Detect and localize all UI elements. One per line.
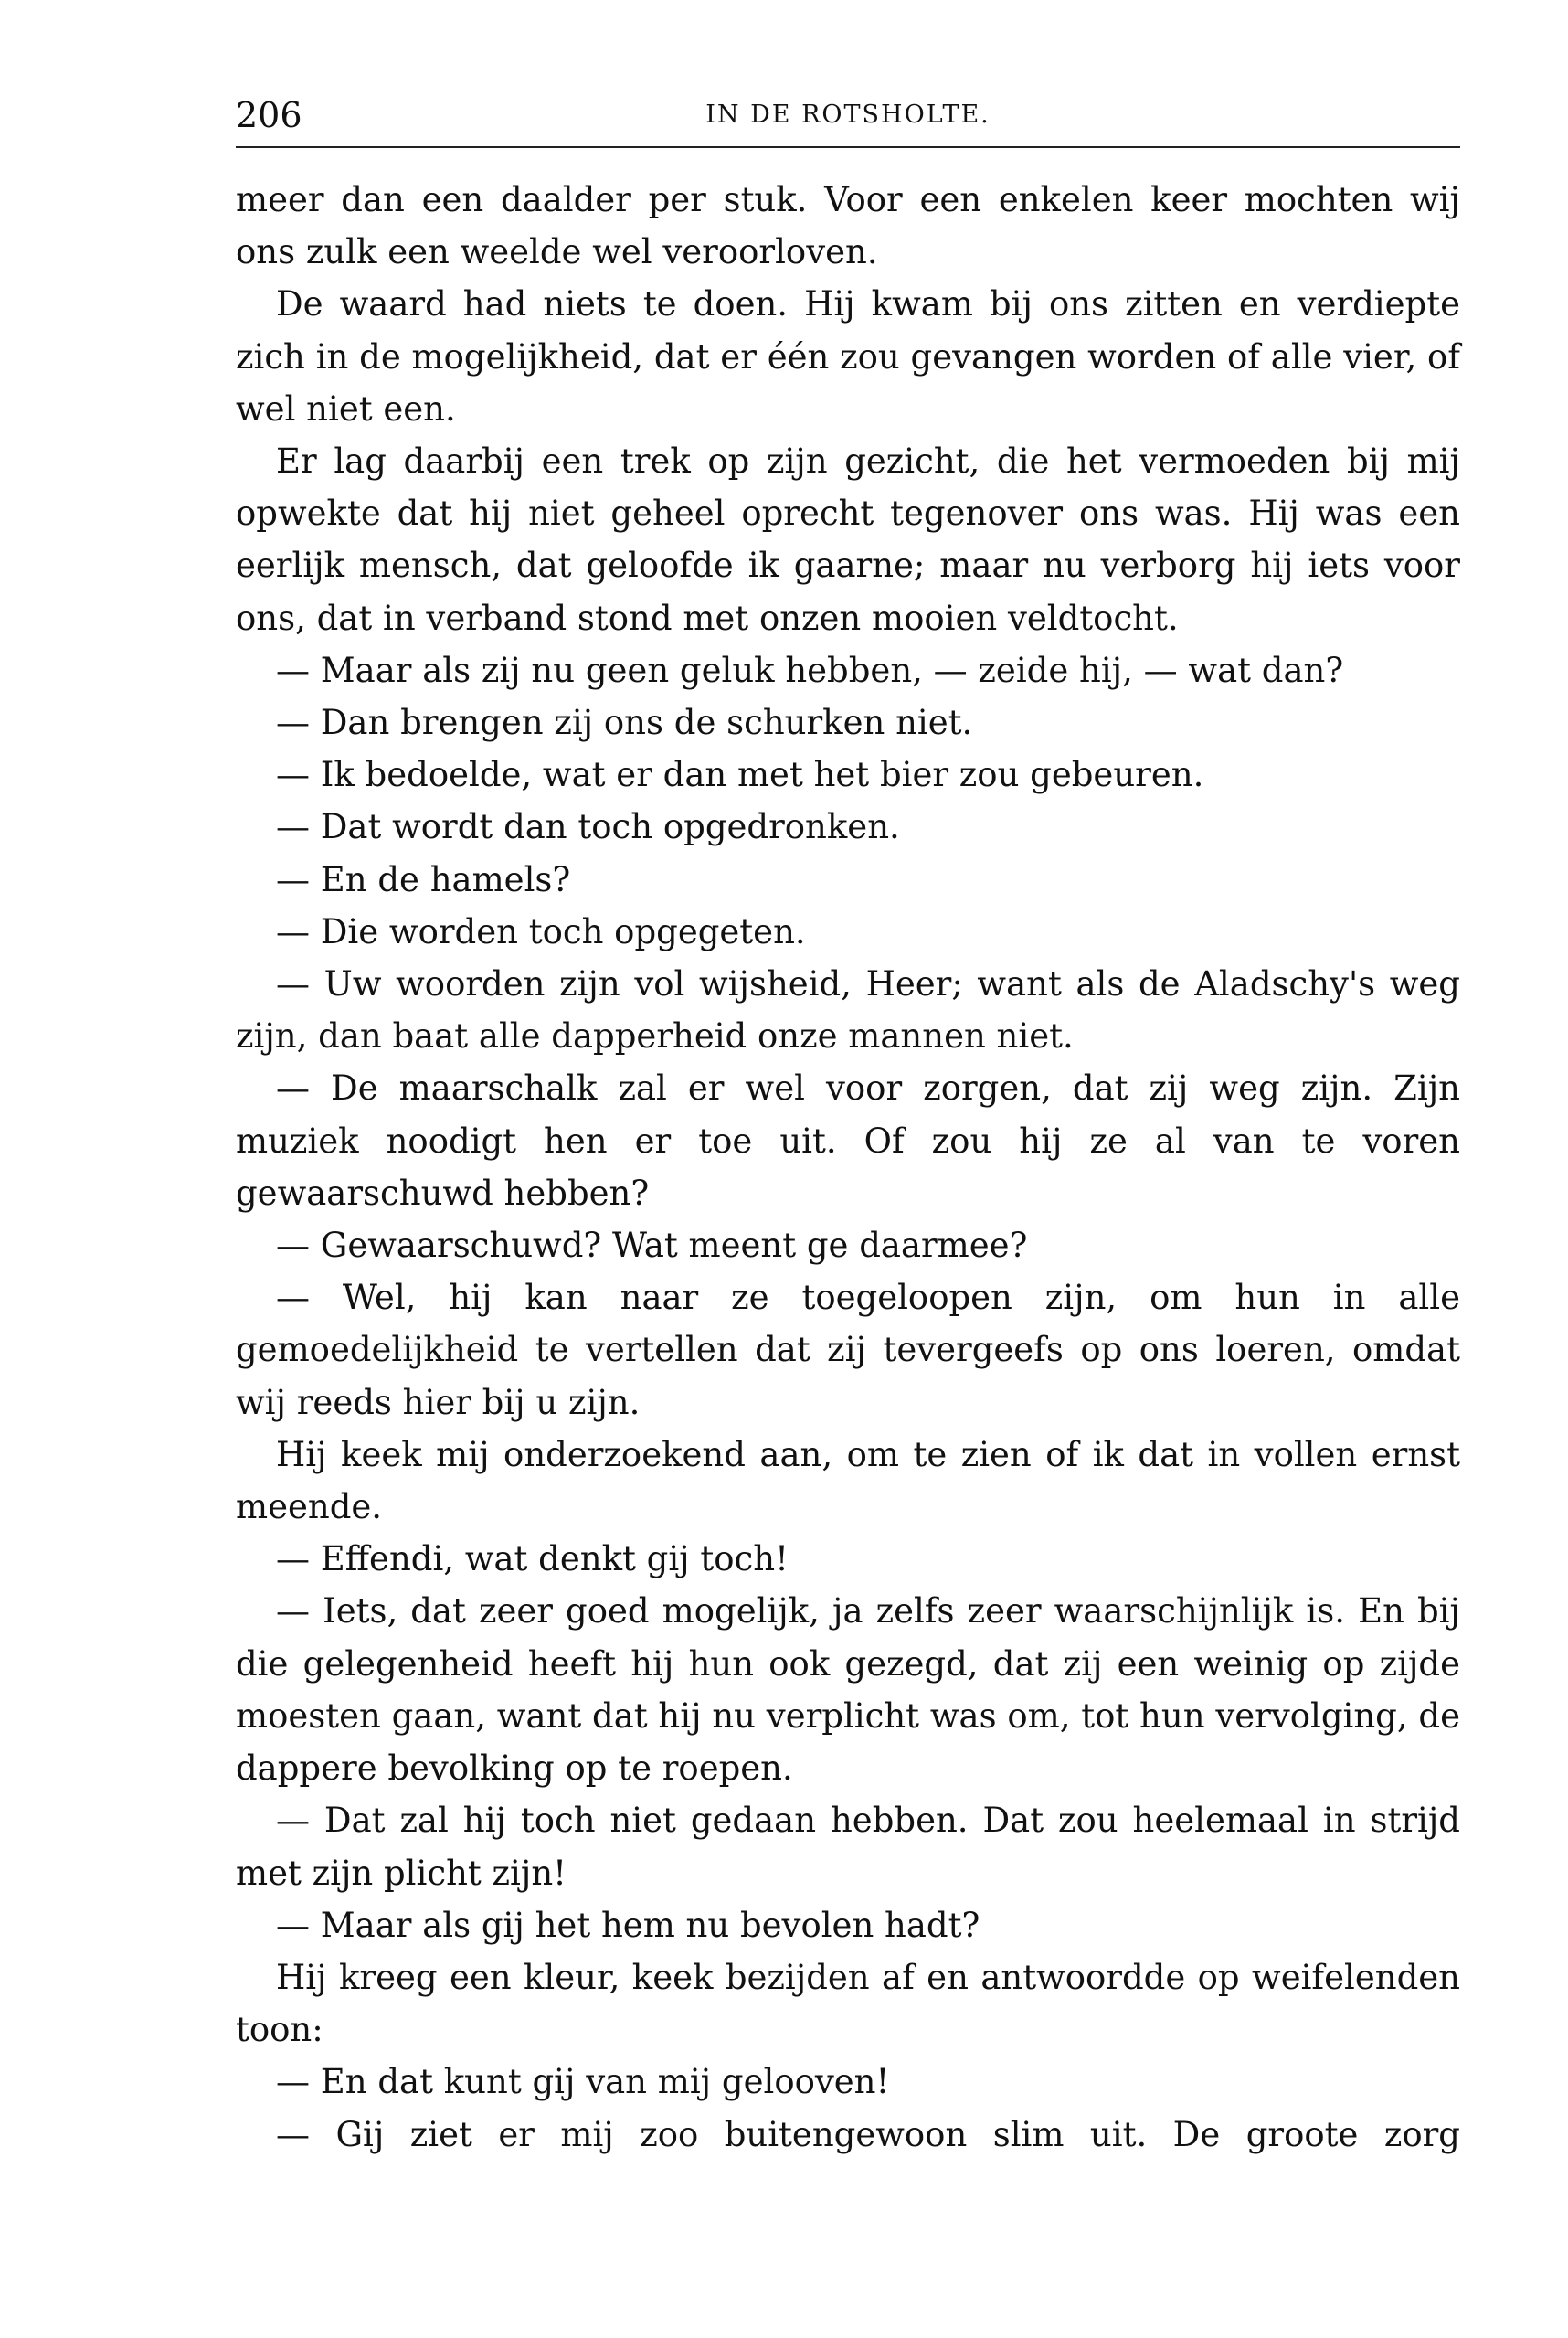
dialogue-line-10: — Wel, hij kan naar ze toegeloopen zijn, om hun in alle gemoedelijkheid te vertellen dat zij tevergeefs op ons loeren, omdat wij reeds hier bij u zijn. [236,1278,1460,1422]
dialogue-line-9: — Gewaarschuwd? Wat meent ge daarmee? [276,1226,1028,1266]
paragraph-4: Hij keek mij onderzoekend aan, om te zien of ik dat in vollen ernst meende. [236,1434,1460,1527]
running-title: IN DE ROTSHOLTE. [705,101,991,129]
dialogue-line-14: — Maar als gij het hem nu bevolen hadt? [276,1905,980,1945]
dialogue-line-16: — Gij ziet er mij zoo buitengewoon slim uit. De groote zorg [276,2114,1460,2154]
dialogue-line-2: — Dan brengen zij ons de schurken niet. [276,703,973,743]
dialogue-line-15: — En dat kunt gij van mij gelooven! [276,2062,890,2102]
page-number: 206 [236,95,302,135]
dialogue-line-3: — Ik bedoelde, wat er dan met het bier zou gebeuren. [276,755,1204,795]
header-rule [236,146,1460,148]
dialogue-line-6: — Die worden toch opgegeten. [276,911,806,951]
paragraph-5: Hij kreeg een kleur, keek bezijden af en antwoordde op weifelenden toon: [236,1957,1460,2050]
dialogue-line-11: — Effendi, wat denkt gij toch! [276,1539,789,1579]
dialogue-line-7: — Uw woorden zijn vol wijsheid, Heer; want als de Aladschy's weg zijn, dan baat alle dapperheid onze mannen niet. [236,964,1460,1057]
dialogue-line-12: — Iets, dat zeer goed mogelijk, ja zelfs zeer waarschijnlijk is. En bij die gelegenheid heeft hij hun ook gezegd, dat zij een weinig op zijde moesten gaan, want dat hij nu verplicht was om, tot hun vervolging, de dappere bevolking op te roepen. [236,1591,1460,1789]
body-text [236,174,1460,2161]
dialogue-line-13: — Dat zal hij toch niet gedaan hebben. Dat zou heelemaal in strijd met zijn plicht zijn! [236,1801,1460,1893]
dialogue-line-8: — De maarschalk zal er wel voor zorgen, dat zij weg zijn. Zijn muziek noodigt hen er toe uit. Of zou hij ze al van te voren gewaarschuwd hebben? [236,1068,1460,1213]
dialogue-line-4: — Dat wordt dan toch opgedronken. [276,807,900,847]
paragraph-2: De waard had niets te doen. Hij kwam bij ons zitten en verdiepte zich in de mogelijkheid, dat er één zou gevangen worden of alle vier, of wel niet een. [236,284,1460,429]
paragraph-3: Er lag daarbij een trek op zijn gezicht, die het vermoeden bij mij opwekte dat hij niet geheel oprecht tegenover ons was. Hij was een eerlijk mensch, dat geloofde ik gaarne; maar nu verborg hij iets voor ons, dat in verband stond met onzen mooien veldtocht. [236,441,1460,638]
paragraph-1: meer dan een daalder per stuk. Voor een enkelen keer mochten wij ons zulk een weelde wel veroorloven. [236,180,1460,272]
dialogue-line-1: — Maar als zij nu geen geluk hebben, — zeide hij, — wat dan? [276,650,1344,690]
dialogue-line-5: — En de hamels? [276,859,571,899]
page-header [236,88,1460,143]
